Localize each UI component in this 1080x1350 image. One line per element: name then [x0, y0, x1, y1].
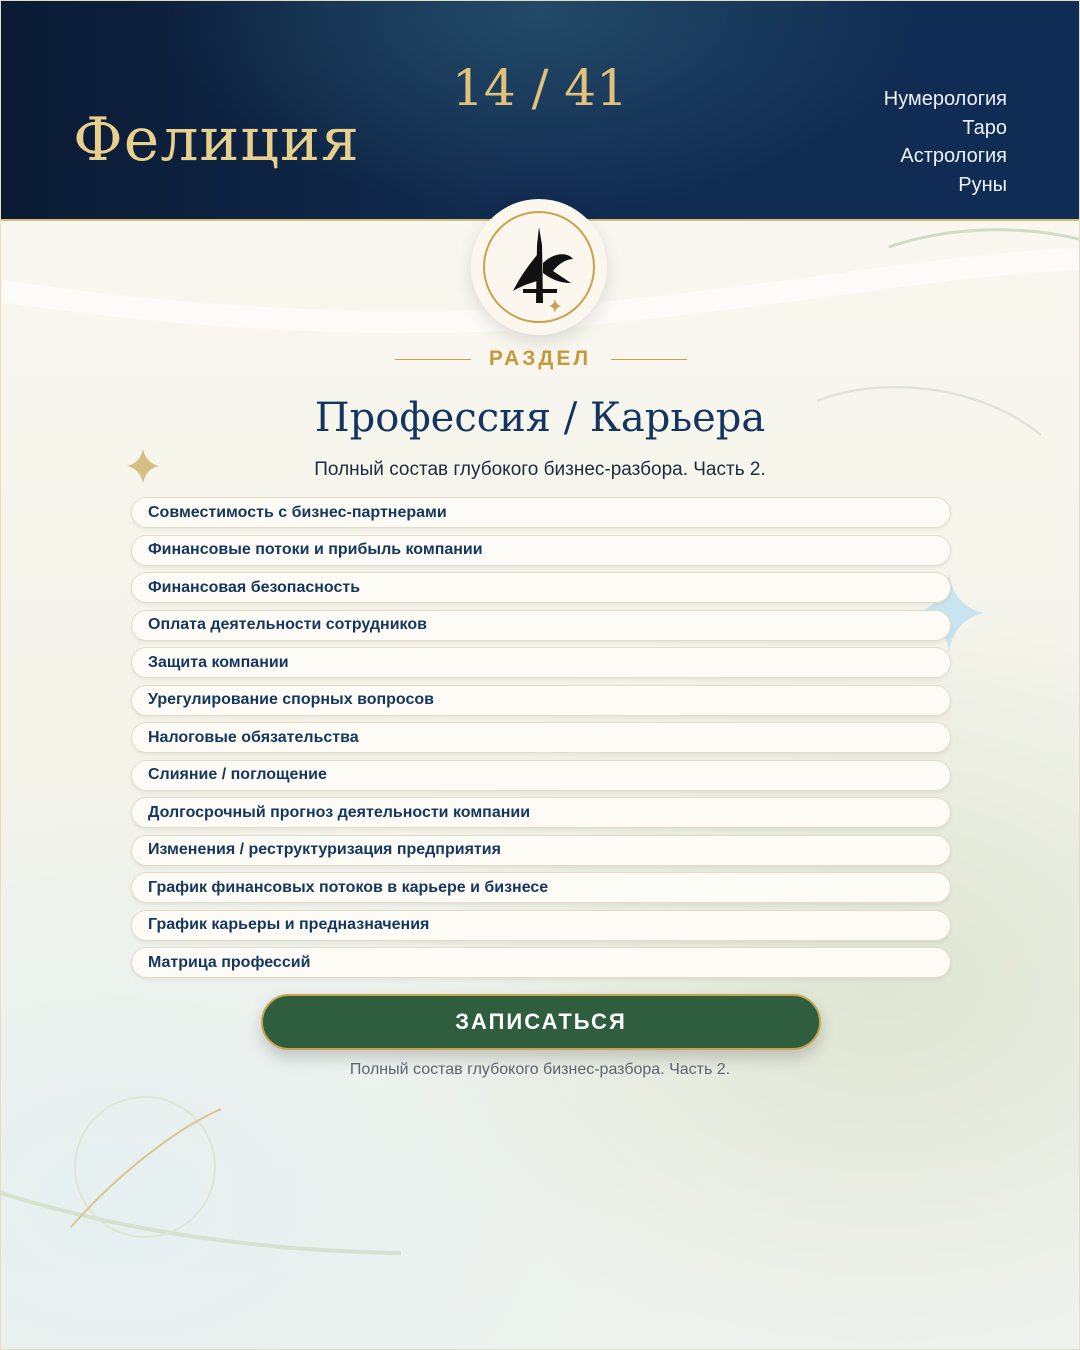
list-item — [131, 947, 951, 978]
nav-item-runes[interactable]: Руны — [958, 173, 1007, 196]
trident-monogram-icon — [471, 199, 607, 335]
list-item-label: Изменения / реструктуризация предприятия — [148, 841, 501, 858]
list-item — [131, 722, 951, 753]
list-item — [131, 760, 951, 791]
list-item-label: Слияние / поглощение — [148, 766, 327, 783]
list-item — [131, 535, 951, 566]
page-title: Профессия / Карьера — [314, 395, 766, 441]
nav-item-astrology[interactable]: Астрология — [900, 145, 1007, 167]
list-item — [131, 797, 951, 828]
section-label: РАЗДЕЛ — [488, 347, 592, 370]
list-item — [131, 910, 951, 941]
header-nav — [884, 85, 1007, 199]
nav-item-tarot[interactable]: Таро — [962, 116, 1007, 139]
nav-item-numerology[interactable]: Нумерология — [883, 88, 1007, 110]
list-item-label: Налоговые обязательства — [148, 728, 359, 746]
list-item — [131, 685, 951, 716]
list-item-label: Защита компании — [148, 653, 289, 671]
signup-button[interactable]: ЗАПИСАТЬСЯ — [261, 994, 821, 1050]
footer-note: Полный состав глубокого бизнес-разбора. Часть 2. — [349, 1061, 731, 1078]
list-item — [131, 835, 951, 866]
service-list — [131, 497, 951, 985]
list-item-label: Урегулирование спорных вопросов — [148, 691, 434, 708]
list-item-label: Матрица профессий — [148, 953, 311, 971]
list-item-label: Оплата деятельности сотрудников — [148, 616, 427, 633]
list-item-label: Финансовая безопасность — [148, 578, 361, 596]
list-item-label: График карьеры и предназначения — [148, 916, 430, 933]
list-item-label: Долгосрочный прогноз деятельности компании — [148, 803, 531, 821]
list-item-label: Финансовые потоки и прибыль компании — [148, 541, 483, 558]
page-counter: 14 / 41 — [452, 59, 628, 117]
list-item — [131, 610, 951, 641]
list-item — [131, 572, 951, 603]
list-item-label: Совместимость с бизнес-партнерами — [148, 503, 447, 521]
list-item — [131, 497, 951, 528]
header — [1, 1, 1079, 221]
brand-name: Фелиция — [73, 105, 360, 175]
logo-badge — [471, 199, 607, 335]
list-item-label: График финансовых потоков в карьере и бизнесе — [148, 878, 549, 896]
page-subtitle: Полный состав глубокого бизнес-разбора. Часть 2. — [314, 459, 766, 480]
list-item — [131, 647, 951, 678]
list-item — [131, 872, 951, 903]
